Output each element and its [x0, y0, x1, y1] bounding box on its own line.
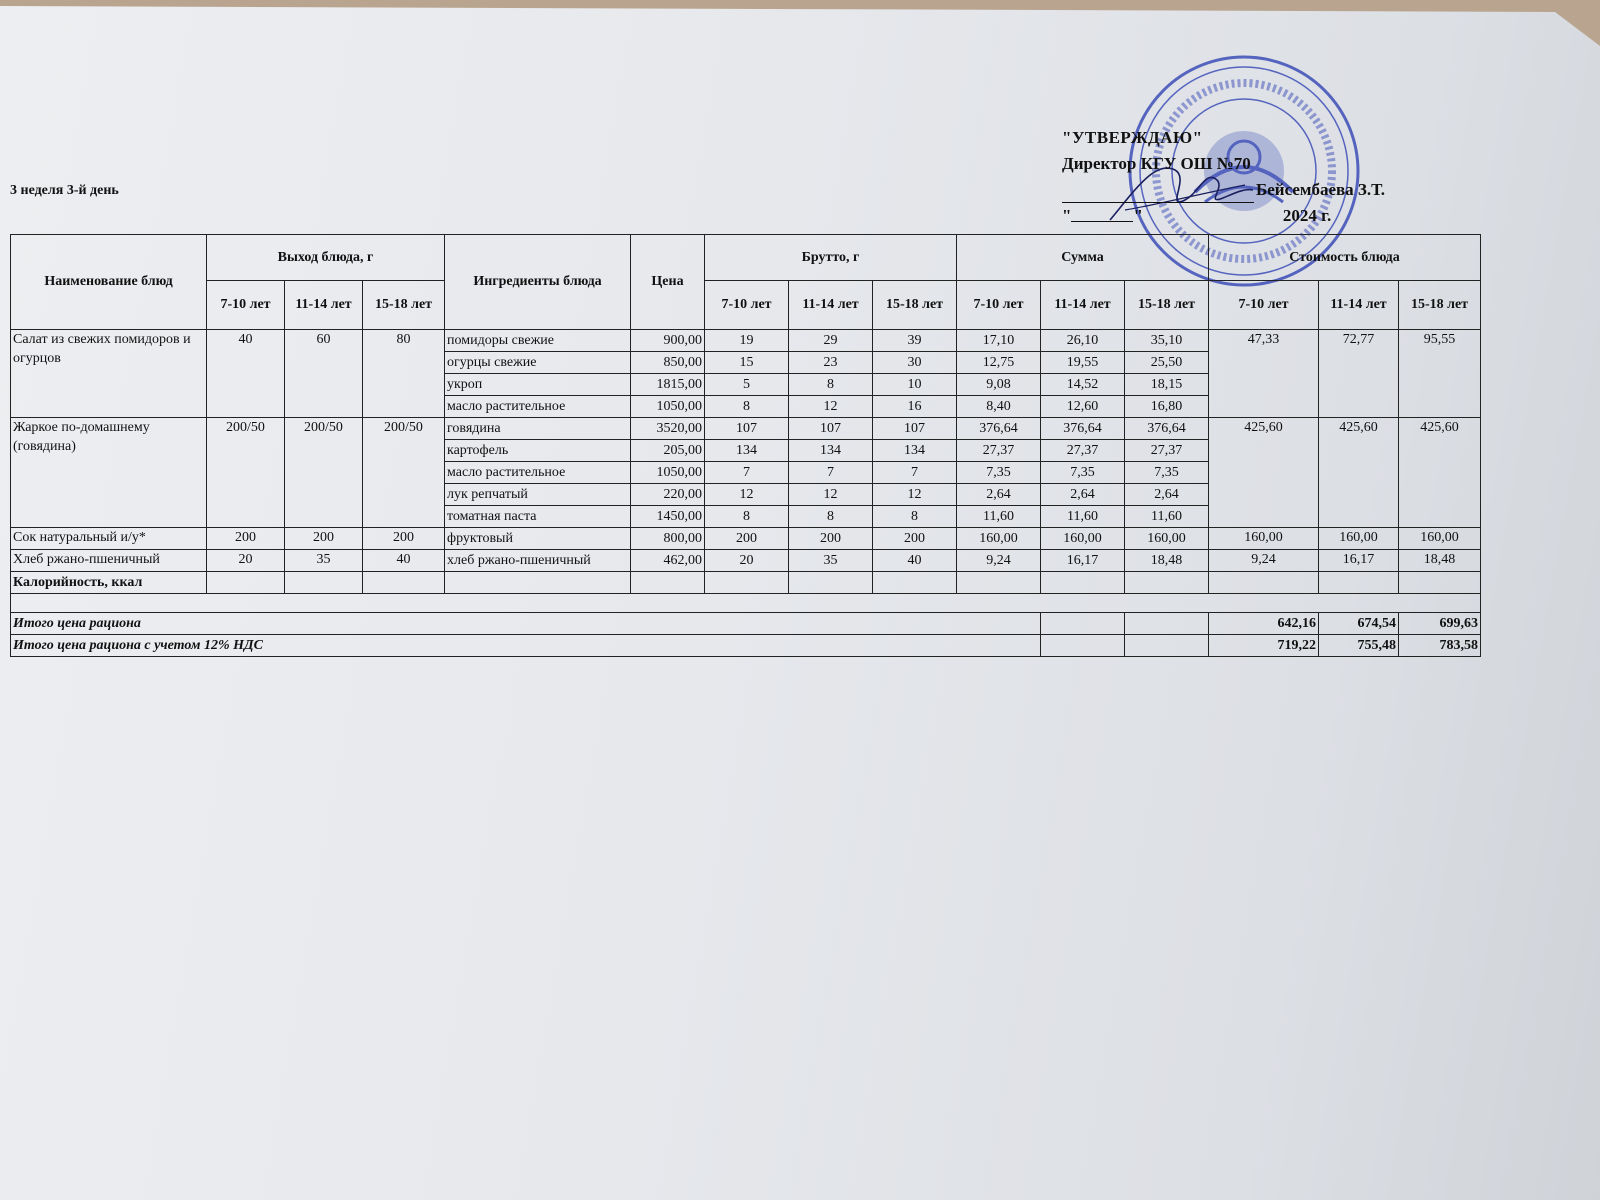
dish-yield: 200/50 [285, 418, 363, 528]
ingredient-brutto: 39 [873, 330, 957, 352]
director-title: Директор КГУ ОШ №70 [1062, 154, 1251, 173]
header-age: 7-10 лет [207, 281, 285, 330]
header-age: 15-18 лет [873, 281, 957, 330]
ingredient-sum: 19,55 [1041, 352, 1125, 374]
dish-cost: 95,55 [1399, 330, 1481, 418]
ingredient-price: 3520,00 [631, 418, 705, 440]
ingredient-brutto: 200 [789, 528, 873, 550]
ingredient-brutto: 19 [705, 330, 789, 352]
ingredient-sum: 2,64 [1041, 484, 1125, 506]
header-dish-name: Наименование блюд [11, 235, 207, 330]
ingredient-price: 1815,00 [631, 374, 705, 396]
dish-yield: 200/50 [363, 418, 445, 528]
ingredient-sum: 16,17 [1041, 550, 1125, 572]
ingredient-sum: 9,08 [957, 374, 1041, 396]
dish-cost: 425,60 [1319, 418, 1399, 528]
ingredient-name: помидоры свежие [445, 330, 631, 352]
header-brutto: Брутто, г [705, 235, 957, 281]
ingredient-brutto: 107 [705, 418, 789, 440]
ingredient-sum: 2,64 [957, 484, 1041, 506]
ingredient-price: 205,00 [631, 440, 705, 462]
header-age: 11-14 лет [1319, 281, 1399, 330]
ingredient-sum: 17,10 [957, 330, 1041, 352]
ingredient-brutto: 35 [789, 550, 873, 572]
ingredient-sum: 12,75 [957, 352, 1041, 374]
dish-cost: 425,60 [1209, 418, 1319, 528]
dish-cost: 160,00 [1319, 528, 1399, 550]
ingredient-brutto: 134 [873, 440, 957, 462]
ingredient-brutto: 7 [789, 462, 873, 484]
ingredient-sum: 9,24 [957, 550, 1041, 572]
ingredient-brutto: 134 [705, 440, 789, 462]
header-age: 11-14 лет [1041, 281, 1125, 330]
ingredient-price: 900,00 [631, 330, 705, 352]
ingredient-price: 220,00 [631, 484, 705, 506]
ingredient-sum: 7,35 [1041, 462, 1125, 484]
ingredient-sum: 160,00 [957, 528, 1041, 550]
ingredient-sum: 8,40 [957, 396, 1041, 418]
ingredient-price: 462,00 [631, 550, 705, 572]
menu-table-body [11, 330, 1481, 657]
ingredient-sum: 27,37 [1125, 440, 1209, 462]
ingredient-sum: 12,60 [1041, 396, 1125, 418]
dish-cost: 72,77 [1319, 330, 1399, 418]
ingredient-sum: 27,37 [957, 440, 1041, 462]
ingredient-brutto: 16 [873, 396, 957, 418]
header-sum: Сумма [957, 235, 1209, 281]
dish-yield: 200 [207, 528, 285, 550]
total-value: 699,63 [1399, 613, 1481, 635]
ingredient-name: лук репчатый [445, 484, 631, 506]
header-age: 11-14 лет [285, 281, 363, 330]
ingredient-brutto: 12 [705, 484, 789, 506]
dish-cost: 18,48 [1399, 550, 1481, 572]
ingredient-name: огурцы свежие [445, 352, 631, 374]
ingredient-brutto: 107 [789, 418, 873, 440]
table-row [11, 418, 1481, 440]
header-age: 11-14 лет [789, 281, 873, 330]
ingredient-sum: 18,15 [1125, 374, 1209, 396]
ingredient-price: 800,00 [631, 528, 705, 550]
dish-cost: 160,00 [1209, 528, 1319, 550]
ingredient-sum: 160,00 [1125, 528, 1209, 550]
total-value: 642,16 [1209, 613, 1319, 635]
ingredient-brutto: 107 [873, 418, 957, 440]
header-age: 7-10 лет [705, 281, 789, 330]
approve-title: "УТВЕРЖДАЮ" [1062, 128, 1203, 147]
approval-block [1062, 125, 1385, 229]
ingredient-sum: 14,52 [1041, 374, 1125, 396]
ingredient-name: укроп [445, 374, 631, 396]
ingredient-sum: 11,60 [1125, 506, 1209, 528]
ingredient-sum: 7,35 [957, 462, 1041, 484]
dish-yield: 20 [207, 550, 285, 572]
ingredient-sum: 27,37 [1041, 440, 1125, 462]
ingredient-price: 1050,00 [631, 462, 705, 484]
ingredient-sum: 18,48 [1125, 550, 1209, 572]
ingredient-name: масло растительное [445, 462, 631, 484]
dish-cost: 9,24 [1209, 550, 1319, 572]
dish-yield: 40 [363, 550, 445, 572]
dish-name: Хлеб ржано-пшеничный [11, 550, 207, 572]
ingredient-brutto: 20 [705, 550, 789, 572]
table-row [11, 528, 1481, 550]
dish-cost: 16,17 [1319, 550, 1399, 572]
table-row [11, 550, 1481, 572]
ingredient-brutto: 12 [873, 484, 957, 506]
signature-line [1062, 177, 1385, 203]
calories-row [11, 572, 1481, 594]
ingredient-brutto: 8 [789, 506, 873, 528]
calories-label: Калорийность, ккал [11, 572, 207, 594]
header-age: 7-10 лет [957, 281, 1041, 330]
ingredient-brutto: 23 [789, 352, 873, 374]
ingredient-brutto: 8 [873, 506, 957, 528]
date-quote-close: " [1133, 206, 1143, 225]
dish-yield: 60 [285, 330, 363, 418]
ingredient-brutto: 8 [789, 374, 873, 396]
ingredient-brutto: 134 [789, 440, 873, 462]
header-age: 7-10 лет [1209, 281, 1319, 330]
dish-name: Сок натуральный и/у* [11, 528, 207, 550]
ingredient-brutto: 12 [789, 484, 873, 506]
ingredient-brutto: 15 [705, 352, 789, 374]
signature-underline [1062, 184, 1254, 203]
ingredient-brutto: 7 [705, 462, 789, 484]
ingredient-brutto: 8 [705, 396, 789, 418]
header-age: 15-18 лет [363, 281, 445, 330]
ingredient-sum: 376,64 [1041, 418, 1125, 440]
ingredient-price: 1450,00 [631, 506, 705, 528]
dish-name: Жаркое по-домашнему (говядина) [11, 418, 207, 528]
ingredient-sum: 2,64 [1125, 484, 1209, 506]
header-age: 15-18 лет [1399, 281, 1481, 330]
approval-year: 2024 г. [1282, 206, 1332, 225]
total-row [11, 613, 1481, 635]
ingredient-sum: 7,35 [1125, 462, 1209, 484]
dish-cost: 160,00 [1399, 528, 1481, 550]
ingredient-price: 1050,00 [631, 396, 705, 418]
total-vat-row [11, 635, 1481, 657]
ingredient-sum: 26,10 [1041, 330, 1125, 352]
ingredient-sum: 160,00 [1041, 528, 1125, 550]
dish-yield: 200 [285, 528, 363, 550]
ingredient-name: фруктовый [445, 528, 631, 550]
ingredient-sum: 25,50 [1125, 352, 1209, 374]
total-label: Итого цена рациона [11, 613, 1041, 635]
dish-yield: 80 [363, 330, 445, 418]
dish-yield: 40 [207, 330, 285, 418]
total-value: 674,54 [1319, 613, 1399, 635]
ingredient-name: масло растительное [445, 396, 631, 418]
ingredient-brutto: 29 [789, 330, 873, 352]
ingredient-name: картофель [445, 440, 631, 462]
ingredient-name: хлеб ржано-пшеничный [445, 550, 631, 572]
ingredient-price: 850,00 [631, 352, 705, 374]
director-name: Бейсембаева З.Т. [1256, 180, 1386, 199]
table-row [11, 330, 1481, 352]
ingredient-brutto: 10 [873, 374, 957, 396]
ingredient-sum: 35,10 [1125, 330, 1209, 352]
ingredient-brutto: 200 [873, 528, 957, 550]
ingredient-brutto: 200 [705, 528, 789, 550]
date-quote-open: " [1062, 206, 1072, 225]
approval-date [1062, 203, 1385, 229]
ingredient-name: томатная паста [445, 506, 631, 528]
spacer-row [11, 594, 1481, 613]
total-vat-value: 719,22 [1209, 635, 1319, 657]
total-vat-label: Итого цена рациона с учетом 12% НДС [11, 635, 1041, 657]
total-vat-value: 783,58 [1399, 635, 1481, 657]
header-cost: Стоимость блюда [1209, 235, 1481, 281]
ingredient-brutto: 8 [705, 506, 789, 528]
header-yield: Выход блюда, г [207, 235, 445, 281]
dish-yield: 200 [363, 528, 445, 550]
ingredient-brutto: 7 [873, 462, 957, 484]
ingredient-sum: 376,64 [1125, 418, 1209, 440]
dish-yield: 35 [285, 550, 363, 572]
header-age: 15-18 лет [1125, 281, 1209, 330]
dish-cost: 425,60 [1399, 418, 1481, 528]
ingredient-brutto: 12 [789, 396, 873, 418]
header-price: Цена [631, 235, 705, 330]
ingredient-sum: 11,60 [957, 506, 1041, 528]
date-underline [1071, 203, 1133, 222]
ingredient-brutto: 40 [873, 550, 957, 572]
dish-cost: 47,33 [1209, 330, 1319, 418]
ingredient-brutto: 30 [873, 352, 957, 374]
ingredient-brutto: 5 [705, 374, 789, 396]
ingredient-sum: 16,80 [1125, 396, 1209, 418]
week-day-title: 3 неделя 3-й день [10, 183, 119, 198]
menu-table [10, 234, 1481, 657]
dish-name: Салат из свежих помидоров и огурцов [11, 330, 207, 418]
total-vat-value: 755,48 [1319, 635, 1399, 657]
ingredient-name: говядина [445, 418, 631, 440]
header-ingredients: Ингредиенты блюда [445, 235, 631, 330]
ingredient-sum: 376,64 [957, 418, 1041, 440]
dish-yield: 200/50 [207, 418, 285, 528]
ingredient-sum: 11,60 [1041, 506, 1125, 528]
